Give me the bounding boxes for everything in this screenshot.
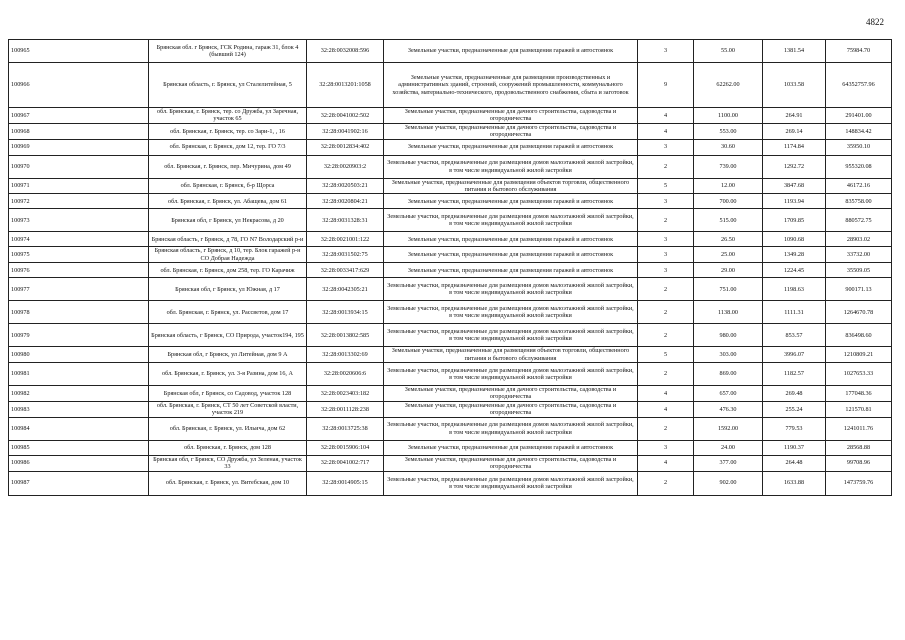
land-use-cell: Земельные участки, предназначенные для размещения домов малоэтажной жилой застройки, в том числе индивидуальной жилой застройки: [384, 155, 638, 178]
specific-value-cell: 255.24: [763, 401, 826, 417]
address-cell: Брянская область, г Брянск, д 78, ГО N7 Володарский р-и: [149, 232, 307, 247]
table-row: [9, 455, 892, 471]
address-cell: обл. Брянская, г. Брянск, ул. Витебская, дом 10: [149, 471, 307, 495]
use-group-cell: 3: [638, 263, 694, 278]
use-group-cell: 2: [638, 301, 694, 324]
use-group-cell: 2: [638, 155, 694, 178]
address-cell: обл. Брянская, г. Брянск, дом 128: [149, 440, 307, 455]
cadastral-value-table: [8, 39, 892, 496]
record-id-cell: 100967: [9, 108, 149, 124]
land-use-cell: Земельные участки, предназначенные для размещения домов малоэтажной жилой застройки, в том числе индивидуальной жилой застройки: [384, 471, 638, 495]
cadastral-number-cell: 32:28:0013725:38: [307, 417, 384, 440]
address-cell: обл. Брянская, г. Брянск, пер. Мичурина, дом 49: [149, 155, 307, 178]
land-use-cell: Земельные участки, предназначенные для размещения гаражей и автостоянок: [384, 263, 638, 278]
record-id-cell: 100981: [9, 363, 149, 386]
record-id-cell: 100974: [9, 232, 149, 247]
address-cell: обл. Брянская, г. Брянск, б-р Щорса: [149, 178, 307, 194]
cadastral-number-cell: 32:28:0013802:585: [307, 324, 384, 347]
address-cell: обл. Брянская, г. Брянск, дом 12, тер. ГО 7/3: [149, 139, 307, 155]
area-cell: 869.00: [694, 363, 763, 386]
cadastral-value-cell: 121570.81: [826, 401, 892, 417]
cadastral-value-cell: 28903.02: [826, 232, 892, 247]
cadastral-number-cell: 32:28:0031502:75: [307, 247, 384, 263]
table-row: [9, 417, 892, 440]
address-cell: обл. Брянская, г. Брянск, ул. Ильича, дом 62: [149, 417, 307, 440]
land-use-cell: Земельные участки, предназначенные для дачного строительства, садоводства и огородничества: [384, 386, 638, 402]
record-id-cell: 100976: [9, 263, 149, 278]
area-cell: 24.00: [694, 440, 763, 455]
land-use-cell: Земельные участки, предназначенные для размещения гаражей и автостоянок: [384, 440, 638, 455]
use-group-cell: 5: [638, 347, 694, 363]
page-number: 4822: [866, 17, 884, 27]
land-use-cell: Земельные участки, предназначенные для дачного строительства, садоводства и огородничества: [384, 108, 638, 124]
use-group-cell: 9: [638, 63, 694, 108]
cadastral-value-cell: 835758.00: [826, 194, 892, 209]
cadastral-number-cell: 32:28:0014905:15: [307, 471, 384, 495]
specific-value-cell: 1381.54: [763, 40, 826, 63]
specific-value-cell: 1182.57: [763, 363, 826, 386]
land-use-cell: Земельные участки, предназначенные для размещения домов малоэтажной жилой застройки, в том числе индивидуальной жилой застройки: [384, 209, 638, 232]
address-cell: обл. Брянская, г. Брянск, ул. Рассветов, дом 17: [149, 301, 307, 324]
cadastral-number-cell: 32:28:0041002:717: [307, 455, 384, 471]
land-use-cell: Земельные участки, предназначенные для размещения производственных и административных зданий, строений, сооружений промышленности, коммунального хозяйства, материально-технического, продовольственного снабжения, сбыта и заготовок: [384, 63, 638, 108]
table-row: [9, 63, 892, 108]
use-group-cell: 3: [638, 194, 694, 209]
address-cell: Брянская область, г Брянск, СО Природа, участок194, 195: [149, 324, 307, 347]
record-id-cell: 100978: [9, 301, 149, 324]
cadastral-number-cell: 32:28:0021001:122: [307, 232, 384, 247]
use-group-cell: 3: [638, 247, 694, 263]
table-row: [9, 139, 892, 155]
use-group-cell: 2: [638, 278, 694, 301]
use-group-cell: 4: [638, 386, 694, 402]
use-group-cell: 5: [638, 178, 694, 194]
table-row: [9, 108, 892, 124]
area-cell: 377.00: [694, 455, 763, 471]
cadastral-number-cell: 32:28:0032008:596: [307, 40, 384, 63]
area-cell: 1100.00: [694, 108, 763, 124]
area-cell: 1592.00: [694, 417, 763, 440]
cadastral-value-cell: 291401.00: [826, 108, 892, 124]
table-row: [9, 301, 892, 324]
record-id-cell: 100979: [9, 324, 149, 347]
land-use-cell: Земельные участки, предназначенные для размещения домов малоэтажной жилой застройки, в том числе индивидуальной жилой застройки: [384, 278, 638, 301]
land-use-cell: Земельные участки, предназначенные для дачного строительства, садоводства и огородничества: [384, 401, 638, 417]
specific-value-cell: 1633.88: [763, 471, 826, 495]
table-row: [9, 363, 892, 386]
use-group-cell: 3: [638, 40, 694, 63]
use-group-cell: 4: [638, 123, 694, 139]
record-id-cell: 100983: [9, 401, 149, 417]
specific-value-cell: 264.91: [763, 108, 826, 124]
area-cell: 902.00: [694, 471, 763, 495]
cadastral-number-cell: 32:28:0023403:182: [307, 386, 384, 402]
specific-value-cell: 269.14: [763, 123, 826, 139]
cadastral-value-cell: 900171.13: [826, 278, 892, 301]
address-cell: Брянская обл, г Брянск, ул Литейная, дом 9 А: [149, 347, 307, 363]
specific-value-cell: 1174.84: [763, 139, 826, 155]
area-cell: 12.00: [694, 178, 763, 194]
address-cell: обл. Брянская, г. Брянск, тер. со Дружба, ул Заречная, участок 65: [149, 108, 307, 124]
cadastral-value-cell: 64352757.96: [826, 63, 892, 108]
use-group-cell: 2: [638, 363, 694, 386]
cadastral-number-cell: 32:28:0033417:629: [307, 263, 384, 278]
cadastral-number-cell: 32:28:0020804:21: [307, 194, 384, 209]
use-group-cell: 2: [638, 417, 694, 440]
cadastral-value-cell: 35950.10: [826, 139, 892, 155]
specific-value-cell: 1198.63: [763, 278, 826, 301]
cadastral-value-cell: 1473759.76: [826, 471, 892, 495]
land-use-cell: Земельные участки, предназначенные для дачного строительства, садоводства и огородничества: [384, 455, 638, 471]
cadastral-number-cell: 32:28:0013302:69: [307, 347, 384, 363]
table-row: [9, 263, 892, 278]
specific-value-cell: 1224.45: [763, 263, 826, 278]
record-id-cell: 100977: [9, 278, 149, 301]
address-cell: Брянская обл, г Брянск, ул Южная, д 17: [149, 278, 307, 301]
area-cell: 553.00: [694, 123, 763, 139]
land-use-cell: Земельные участки, предназначенные для размещения домов малоэтажной жилой застройки, в том числе индивидуальной жилой застройки: [384, 417, 638, 440]
cadastral-number-cell: 32:28:0041902:16: [307, 123, 384, 139]
land-use-cell: Земельные участки, предназначенные для размещения домов малоэтажной жилой застройки, в том числе индивидуальной жилой застройки: [384, 301, 638, 324]
specific-value-cell: 1111.31: [763, 301, 826, 324]
record-id-cell: 100965: [9, 40, 149, 63]
address-cell: Брянская область, г Брянск, д 10, тер. Блок гаражей р-н СО Добрая Надежда: [149, 247, 307, 263]
specific-value-cell: 3847.68: [763, 178, 826, 194]
table-row: [9, 278, 892, 301]
area-cell: 30.60: [694, 139, 763, 155]
cadastral-value-cell: 148834.42: [826, 123, 892, 139]
cadastral-value-cell: 33732.00: [826, 247, 892, 263]
land-use-cell: Земельные участки, предназначенные для размещения объектов торговли, общественного питания и бытового обслуживания: [384, 178, 638, 194]
area-cell: 515.00: [694, 209, 763, 232]
cadastral-number-cell: 32:28:0042305:21: [307, 278, 384, 301]
use-group-cell: 4: [638, 401, 694, 417]
land-use-cell: Земельные участки, предназначенные для размещения гаражей и автостоянок: [384, 139, 638, 155]
record-id-cell: 100980: [9, 347, 149, 363]
record-id-cell: 100987: [9, 471, 149, 495]
cadastral-value-cell: 35509.05: [826, 263, 892, 278]
address-cell: Брянская обл, г Брянск, ул Некрасова, д 20: [149, 209, 307, 232]
specific-value-cell: 779.53: [763, 417, 826, 440]
table-row: [9, 471, 892, 495]
table-row: [9, 440, 892, 455]
use-group-cell: 3: [638, 139, 694, 155]
record-id-cell: 100986: [9, 455, 149, 471]
area-cell: 26.50: [694, 232, 763, 247]
area-cell: 980.00: [694, 324, 763, 347]
table-row: [9, 178, 892, 194]
land-use-cell: Земельные участки, предназначенные для дачного строительства, садоводства и огородничества: [384, 123, 638, 139]
cadastral-value-cell: 1210809.21: [826, 347, 892, 363]
record-id-cell: 100969: [9, 139, 149, 155]
use-group-cell: 3: [638, 440, 694, 455]
record-id-cell: 100972: [9, 194, 149, 209]
specific-value-cell: 1190.37: [763, 440, 826, 455]
record-id-cell: 100971: [9, 178, 149, 194]
land-use-cell: Земельные участки, предназначенные для размещения домов малоэтажной жилой застройки, в том числе индивидуальной жилой застройки: [384, 324, 638, 347]
use-group-cell: 2: [638, 324, 694, 347]
cadastral-value-cell: 46172.16: [826, 178, 892, 194]
area-cell: 62262.00: [694, 63, 763, 108]
cadastral-number-cell: 32:28:0031328:31: [307, 209, 384, 232]
cadastral-number-cell: 32:28:0015906:104: [307, 440, 384, 455]
specific-value-cell: 1709.85: [763, 209, 826, 232]
specific-value-cell: 853.57: [763, 324, 826, 347]
table-row: [9, 209, 892, 232]
table-row: [9, 386, 892, 402]
cadastral-number-cell: 32:28:0020606:6: [307, 363, 384, 386]
table-row: [9, 155, 892, 178]
specific-value-cell: 264.48: [763, 455, 826, 471]
address-cell: Брянская обл, г Брянск, СО Дружба, ул Зеленая, участок 33: [149, 455, 307, 471]
land-use-cell: Земельные участки, предназначенные для размещения гаражей и автостоянок: [384, 247, 638, 263]
cadastral-number-cell: 32:28:0013201:1058: [307, 63, 384, 108]
cadastral-number-cell: 32:28:0011128:238: [307, 401, 384, 417]
area-cell: 476.30: [694, 401, 763, 417]
address-cell: обл. Брянская, г. Брянск, ул. 3-я Разина, дом 16, А: [149, 363, 307, 386]
address-cell: обл. Брянская, г. Брянск, дом 258, тер. ГО Карачиж: [149, 263, 307, 278]
cadastral-value-cell: 1264670.78: [826, 301, 892, 324]
area-cell: 29.00: [694, 263, 763, 278]
use-group-cell: 2: [638, 209, 694, 232]
use-group-cell: 4: [638, 108, 694, 124]
specific-value-cell: 1349.28: [763, 247, 826, 263]
area-cell: 739.00: [694, 155, 763, 178]
land-use-cell: Земельные участки, предназначенные для размещения гаражей и автостоянок: [384, 194, 638, 209]
land-use-cell: Земельные участки, предназначенные для размещения домов малоэтажной жилой застройки, в том числе индивидуальной жилой застройки: [384, 363, 638, 386]
area-cell: 700.00: [694, 194, 763, 209]
cadastral-value-cell: 99708.96: [826, 455, 892, 471]
address-cell: Брянская область, г. Брянск, ул Сталелитейная, 5: [149, 63, 307, 108]
table-row: [9, 232, 892, 247]
record-id-cell: 100984: [9, 417, 149, 440]
record-id-cell: 100985: [9, 440, 149, 455]
use-group-cell: 2: [638, 471, 694, 495]
table-row: [9, 194, 892, 209]
cadastral-number-cell: 32:28:0012834:402: [307, 139, 384, 155]
specific-value-cell: 1193.94: [763, 194, 826, 209]
cadastral-number-cell: 32:28:0041002:502: [307, 108, 384, 124]
address-cell: Брянская обл, г Брянск, со Садовод, участок 128: [149, 386, 307, 402]
table-row: [9, 247, 892, 263]
address-cell: обл. Брянская, г. Брянск, тер. со Зари-1, , 16: [149, 123, 307, 139]
record-id-cell: 100970: [9, 155, 149, 178]
address-cell: обл. Брянская, г. Брянск, СТ 50 лет Советской власти, участок 219: [149, 401, 307, 417]
cadastral-value-cell: 28568.88: [826, 440, 892, 455]
cadastral-value-cell: 75984.70: [826, 40, 892, 63]
cadastral-value-cell: 1241011.76: [826, 417, 892, 440]
table-row: [9, 401, 892, 417]
table-row: [9, 324, 892, 347]
cadastral-value-cell: 955320.08: [826, 155, 892, 178]
table-row: [9, 40, 892, 63]
cadastral-value-cell: 836498.60: [826, 324, 892, 347]
use-group-cell: 3: [638, 232, 694, 247]
cadastral-number-cell: 32:28:0013934:15: [307, 301, 384, 324]
address-cell: обл. Брянская, г. Брянск, ул. Абащева, дом 61: [149, 194, 307, 209]
specific-value-cell: 3996.07: [763, 347, 826, 363]
area-cell: 1138.00: [694, 301, 763, 324]
specific-value-cell: 1090.68: [763, 232, 826, 247]
land-use-cell: Земельные участки, предназначенные для размещения объектов торговли, общественного питания и бытового обслуживания: [384, 347, 638, 363]
area-cell: 751.00: [694, 278, 763, 301]
table-row: [9, 347, 892, 363]
record-id-cell: 100982: [9, 386, 149, 402]
address-cell: Брянская обл. г Брянск, ГСК Родина, гараж 31, блок 4 (бывший 124): [149, 40, 307, 63]
record-id-cell: 100968: [9, 123, 149, 139]
use-group-cell: 4: [638, 455, 694, 471]
table-row: [9, 123, 892, 139]
record-id-cell: 100966: [9, 63, 149, 108]
cadastral-value-cell: 177048.36: [826, 386, 892, 402]
record-id-cell: 100973: [9, 209, 149, 232]
land-use-cell: Земельные участки, предназначенные для размещения гаражей и автостоянок: [384, 232, 638, 247]
area-cell: 55.00: [694, 40, 763, 63]
specific-value-cell: 1033.58: [763, 63, 826, 108]
land-use-cell: Земельные участки, предназначенные для размещения гаражей и автостоянок: [384, 40, 638, 63]
specific-value-cell: 269.48: [763, 386, 826, 402]
cadastral-value-cell: 880572.75: [826, 209, 892, 232]
cadastral-number-cell: 32:28:0020903:2: [307, 155, 384, 178]
area-cell: 25.00: [694, 247, 763, 263]
cadastral-value-cell: 1027653.33: [826, 363, 892, 386]
cadastral-number-cell: 32:28:0020503:21: [307, 178, 384, 194]
record-id-cell: 100975: [9, 247, 149, 263]
specific-value-cell: 1292.72: [763, 155, 826, 178]
area-cell: 303.00: [694, 347, 763, 363]
area-cell: 657.00: [694, 386, 763, 402]
